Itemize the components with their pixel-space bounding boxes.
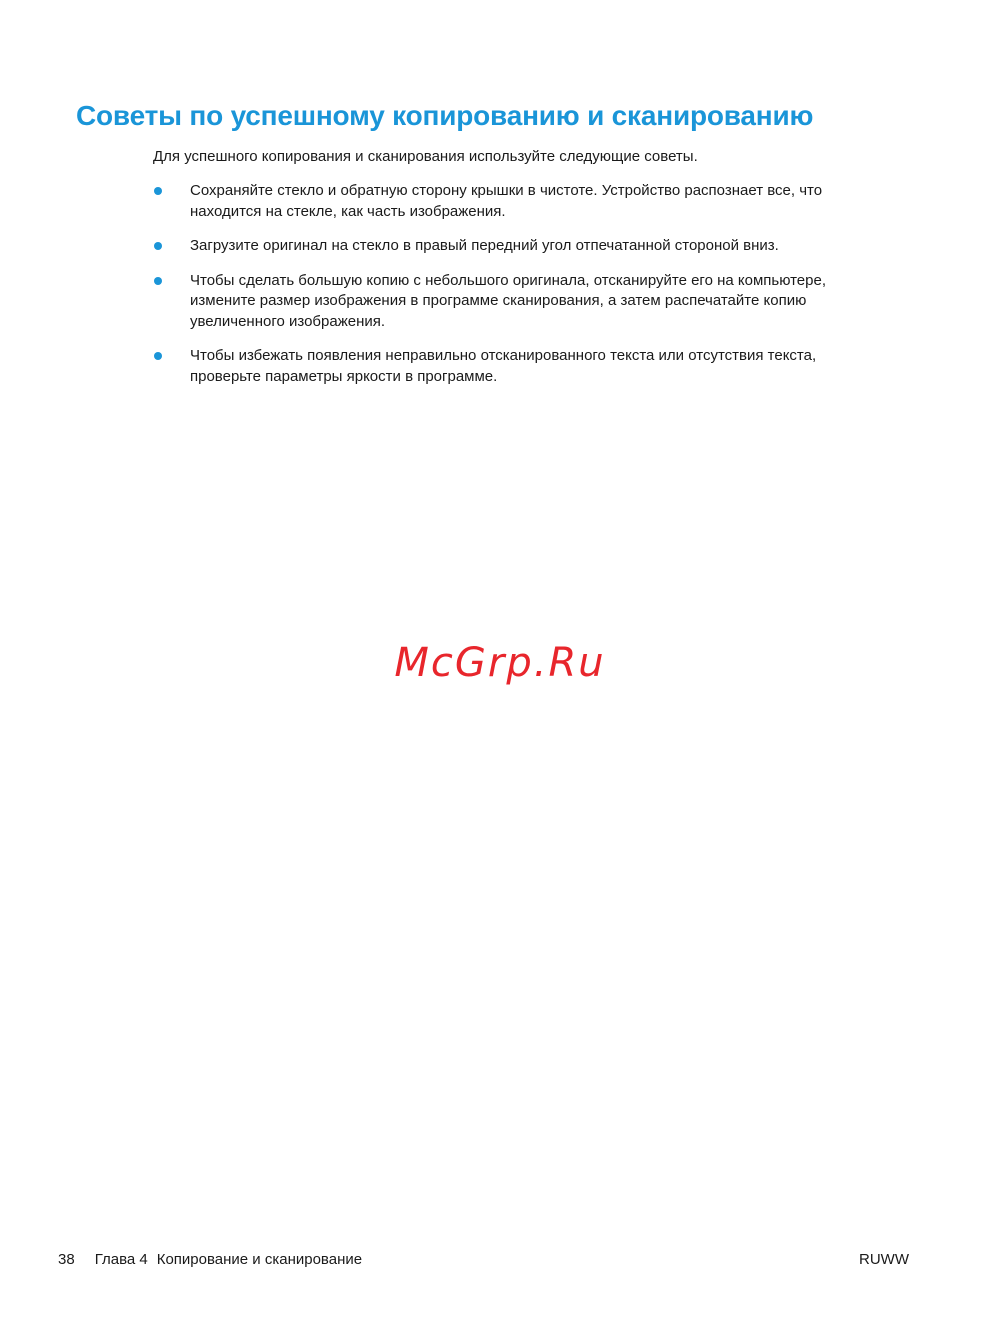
footer-locale: RUWW (859, 1251, 909, 1268)
bullet-icon (154, 277, 162, 285)
tips-list (153, 181, 873, 401)
list-item (153, 236, 873, 257)
list-item (153, 181, 873, 222)
page-title: Советы по успешному копированию и сканированию (76, 100, 814, 131)
bullet-icon (154, 242, 162, 250)
page-number: 38 (58, 1251, 75, 1268)
tip-text-line: измените размер изображения в программе сканирования, а затем распечатайте копию (190, 292, 807, 309)
tip-text-line: Загрузите оригинал на стекло в правый передний угол отпечатанной стороной вниз. (190, 237, 779, 254)
watermark-text: McGrp.Ru (394, 640, 606, 686)
chapter-title: Копирование и сканирование (156, 1251, 363, 1268)
bullet-icon (154, 187, 162, 195)
footer-left (58, 1250, 382, 1270)
tip-text-line: Сохраняйте стекло и обратную сторону крышки в чистоте. Устройство распознает все, что (190, 182, 823, 199)
tip-text-line: находится на стекле, как часть изображения. (190, 202, 506, 220)
list-item (153, 271, 873, 333)
intro-text: Для успешного копирования и сканирования используйте следующие советы. (153, 148, 698, 165)
tip-text-line: проверьте параметры яркости в программе. (190, 367, 498, 385)
tip-text-line: Чтобы избежать появления неправильно отсканированного текста или отсутствия текста, (190, 347, 817, 364)
chapter-label: Глава 4 (94, 1251, 148, 1268)
tip-text-line: Чтобы сделать большую копию с небольшого оригинала, отсканируйте его на компьютере, (190, 271, 827, 289)
tip-text-line: увеличенного изображения. (190, 312, 386, 330)
bullet-icon (154, 352, 162, 360)
list-item (153, 346, 873, 387)
